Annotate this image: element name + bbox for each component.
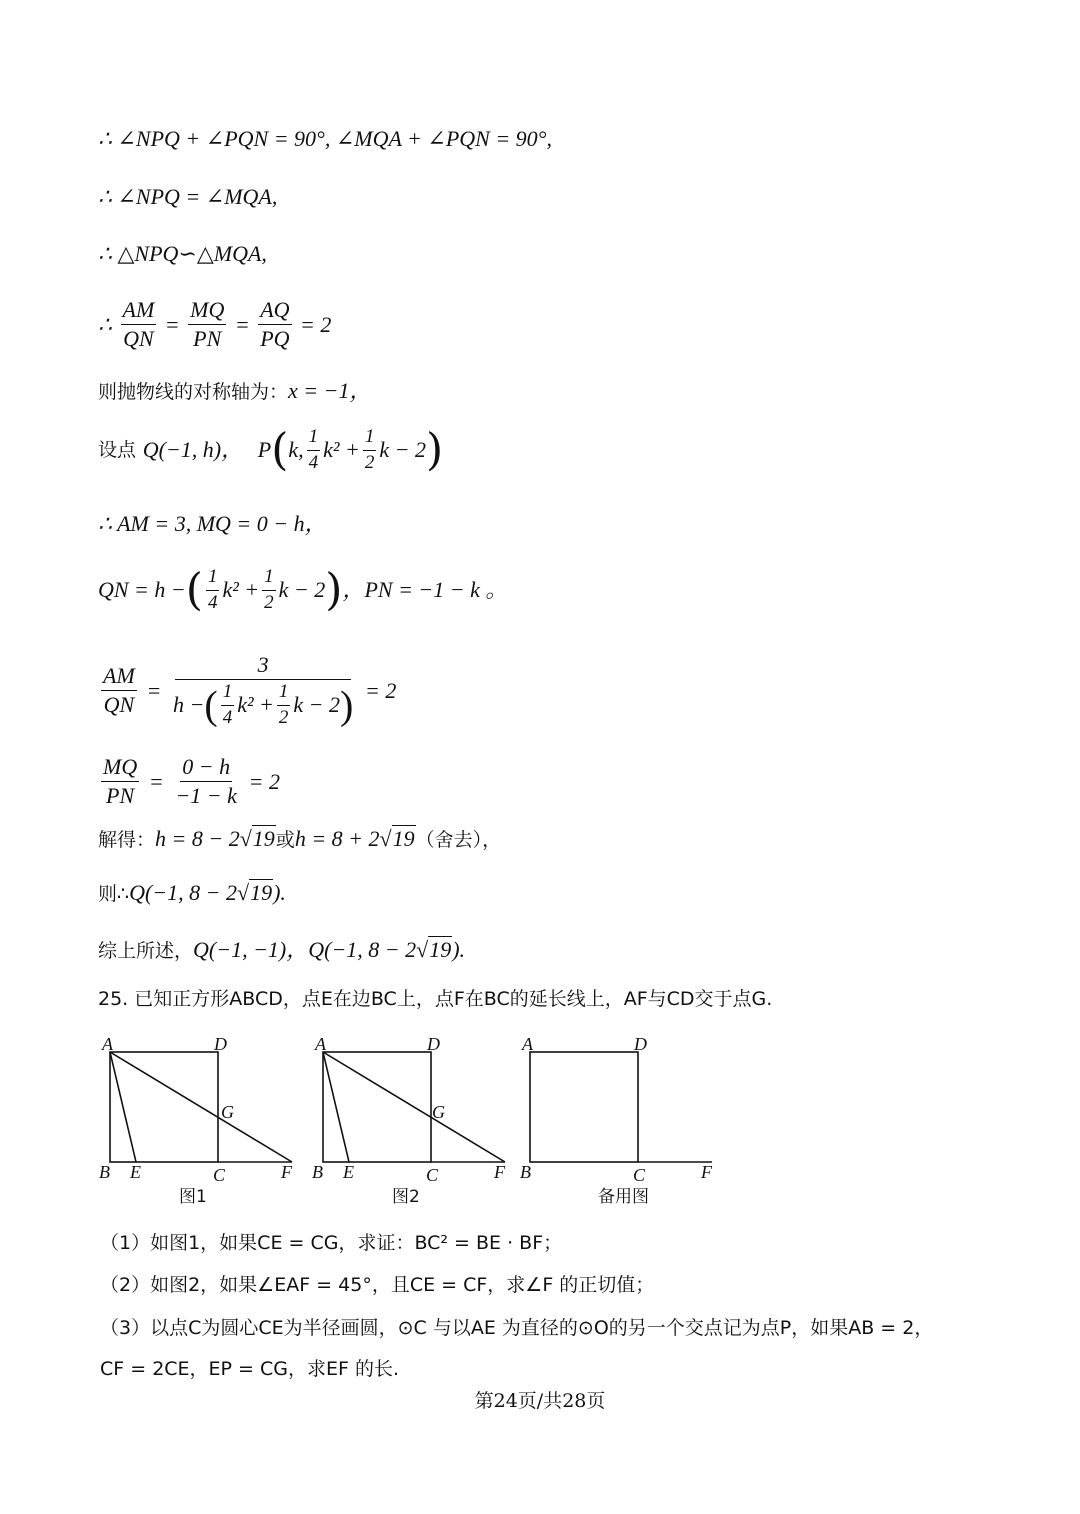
fraction-one-quarter: $\frac{1}{4}$	[308, 426, 319, 473]
svg-text:D: D	[427, 1034, 440, 1054]
fraction-mq-pn: $\frac{MQ}{PN}$	[190, 297, 225, 352]
svg-text:A: A	[522, 1034, 533, 1054]
solution-line-12: 则∴Q(−1, 8 − 2√19).	[98, 880, 286, 905]
question-part-3-line-1: （3）以点C为圆心CE为半径画圆，⊙C 与以AE 为直径的⊙O的另一个交点记为点P，如果AB = 2，	[100, 1317, 934, 1339]
fraction-three-over-expression: 3 h −( $\frac{1}{4}$ k² + $\frac{1}{2}$ k − 2)	[173, 652, 354, 729]
fraction-aq-pq: $\frac{AQ}{PQ}$	[260, 297, 290, 352]
fraction-one-half: $\frac{1}{2}$	[264, 566, 274, 613]
question-part-3-line-2: CF = 2CE，EP = CG，求EF 的长.	[100, 1358, 400, 1380]
solution-line-6: 设点 Q(−1, h)， P(k, $\frac{1}{4}$ k² + $\frac{1}{2}$ k − 2)	[98, 424, 444, 476]
solution-line-7: ∴ AM = 3, MQ = 0 − h，	[98, 511, 327, 536]
svg-text:C: C	[426, 1165, 439, 1185]
question-part-2: （2）如图2，如果∠EAF = 45°，且CE = CF，求∠F 的正切值；	[100, 1274, 655, 1296]
svg-text:E: E	[343, 1162, 354, 1182]
therefore-symbol: ∴	[98, 311, 112, 337]
svg-text:F: F	[494, 1162, 505, 1182]
fraction-0-minus-h: $\frac{0 - h}{-1 - k}$	[175, 754, 237, 809]
solution-line-4: ∴ $\frac{AM}{QN}$ = $\frac{MQ}{PN}$ = $\frac{AQ}{PQ}$ = 2	[98, 297, 332, 352]
caption-figure-2: 图2	[392, 1187, 420, 1207]
solution-line-13: 综上所述，Q(−1, −1)，Q(−1, 8 − 2√19).	[98, 937, 466, 962]
solution-line-2: ∴ ∠NPQ = ∠MQA,	[98, 184, 278, 209]
svg-text:D: D	[214, 1034, 227, 1054]
fraction-one-half: $\frac{1}{2}$	[364, 426, 375, 473]
question-part-1: （1）如图1，如果CE = CG，求证：BC² = BE · BF；	[100, 1232, 563, 1254]
solution-line-1: ∴ ∠NPQ + ∠PQN = 90°, ∠MQA + ∠PQN = 90°,	[98, 126, 552, 151]
solution-line-11: 解得：h = 8 − 2√19或h = 8 + 2√19（舍去），	[98, 826, 502, 851]
svg-text:C: C	[633, 1165, 646, 1185]
fraction-am-qn: $\frac{AM}{QN}$	[103, 663, 135, 718]
figure-backup	[520, 1034, 713, 1207]
svg-text:B: B	[520, 1162, 531, 1182]
solution-line-5: 则抛物线的对称轴为：x = −1，	[98, 378, 372, 403]
fraction-one-quarter: $\frac{1}{4}$	[207, 566, 218, 613]
svg-text:B: B	[312, 1162, 323, 1182]
figure-1	[99, 1034, 293, 1207]
svg-text:D: D	[634, 1034, 647, 1054]
problem-25-statement: 25. 已知正方形ABCD，点E在边BC上，点F在BC的延长线上，AF与CD交于点G.	[98, 988, 773, 1010]
figure-2	[312, 1034, 506, 1207]
page-footer: 第24页/共28页	[474, 1390, 606, 1412]
svg-text:C: C	[213, 1165, 226, 1185]
svg-text:E: E	[130, 1162, 141, 1182]
fraction-mq-pn: $\frac{MQ}{PN}$	[103, 754, 138, 809]
caption-figure-1: 图1	[179, 1187, 207, 1207]
solution-line-3: ∴ △NPQ∽△MQA,	[98, 241, 267, 266]
caption-figure-backup: 备用图	[598, 1187, 649, 1207]
solution-line-10: $\frac{MQ}{PN}$ = $\frac{0 - h}{-1 - k}$ = 2	[103, 754, 280, 809]
svg-text:F: F	[701, 1162, 712, 1182]
fraction-am-qn: $\frac{AM}{QN}$	[122, 297, 155, 352]
svg-text:G: G	[432, 1102, 445, 1122]
svg-text:F: F	[281, 1162, 292, 1182]
svg-text:B: B	[99, 1162, 110, 1182]
svg-text:A: A	[102, 1034, 113, 1054]
solution-line-9: $\frac{AM}{QN}$ = 3 h −( $\frac{1}{4}$ k² + $\frac{1}{2}$ k − 2) = 2	[103, 652, 397, 729]
geometry-figures	[90, 1030, 730, 1210]
svg-text:G: G	[221, 1102, 234, 1122]
solution-line-8: QN = h −( $\frac{1}{4}$ k² + $\frac{1}{2}$ k − 2)，PN = −1 − k 。	[98, 564, 508, 616]
svg-text:A: A	[315, 1034, 326, 1054]
